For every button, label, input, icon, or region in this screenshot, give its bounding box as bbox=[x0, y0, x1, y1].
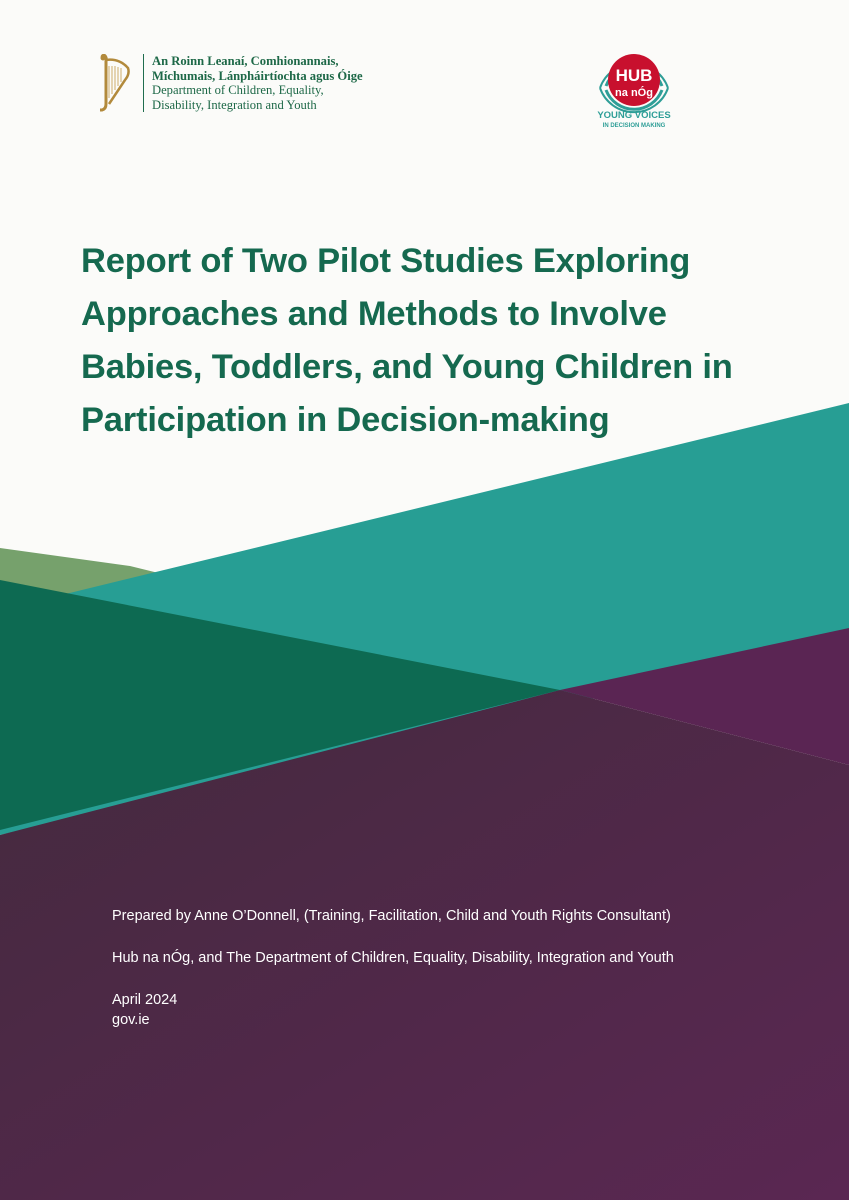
department-logo bbox=[97, 54, 363, 114]
hub-logo-tagline-1: YOUNG VOICES bbox=[597, 110, 671, 121]
logo-divider bbox=[143, 54, 144, 112]
hub-logo-subword: na nÓg bbox=[615, 87, 653, 99]
hub-na-nog-logo bbox=[586, 46, 682, 130]
prepared-by: Prepared by Anne O’Donnell, (Training, Facilitation, Child and Youth Rights Consultant) bbox=[112, 908, 671, 924]
harp-icon bbox=[97, 54, 131, 112]
organisations: Hub na nÓg, and The Department of Children, Equality, Disability, Integration and Youth bbox=[112, 950, 674, 966]
publication-date: April 2024 bbox=[112, 992, 178, 1008]
report-title-line-3: Babies, Toddlers, and Young Children in bbox=[81, 348, 733, 386]
department-name-irish-1: An Roinn Leanaí, Comhionannais, bbox=[152, 54, 339, 68]
report-title-line-1: Report of Two Pilot Studies Exploring bbox=[81, 242, 691, 280]
report-title-line-2: Approaches and Methods to Involve bbox=[81, 295, 667, 333]
department-name bbox=[152, 54, 363, 112]
department-name-english-1: Department of Children, Equality, bbox=[152, 83, 324, 97]
credits-block bbox=[112, 906, 812, 1030]
department-name-irish-2: Míchumais, Lánpháirtíochta agus Óige bbox=[152, 68, 363, 83]
hub-logo-tagline-2: IN DECISION MAKING bbox=[602, 123, 666, 129]
report-title bbox=[81, 235, 801, 447]
report-title-line-4: Participation in Decision-making bbox=[81, 401, 610, 439]
department-name-english-2: Disability, Integration and Youth bbox=[152, 97, 317, 112]
publisher-site: gov.ie bbox=[112, 1012, 150, 1028]
hub-logo-word: HUB bbox=[615, 66, 653, 85]
